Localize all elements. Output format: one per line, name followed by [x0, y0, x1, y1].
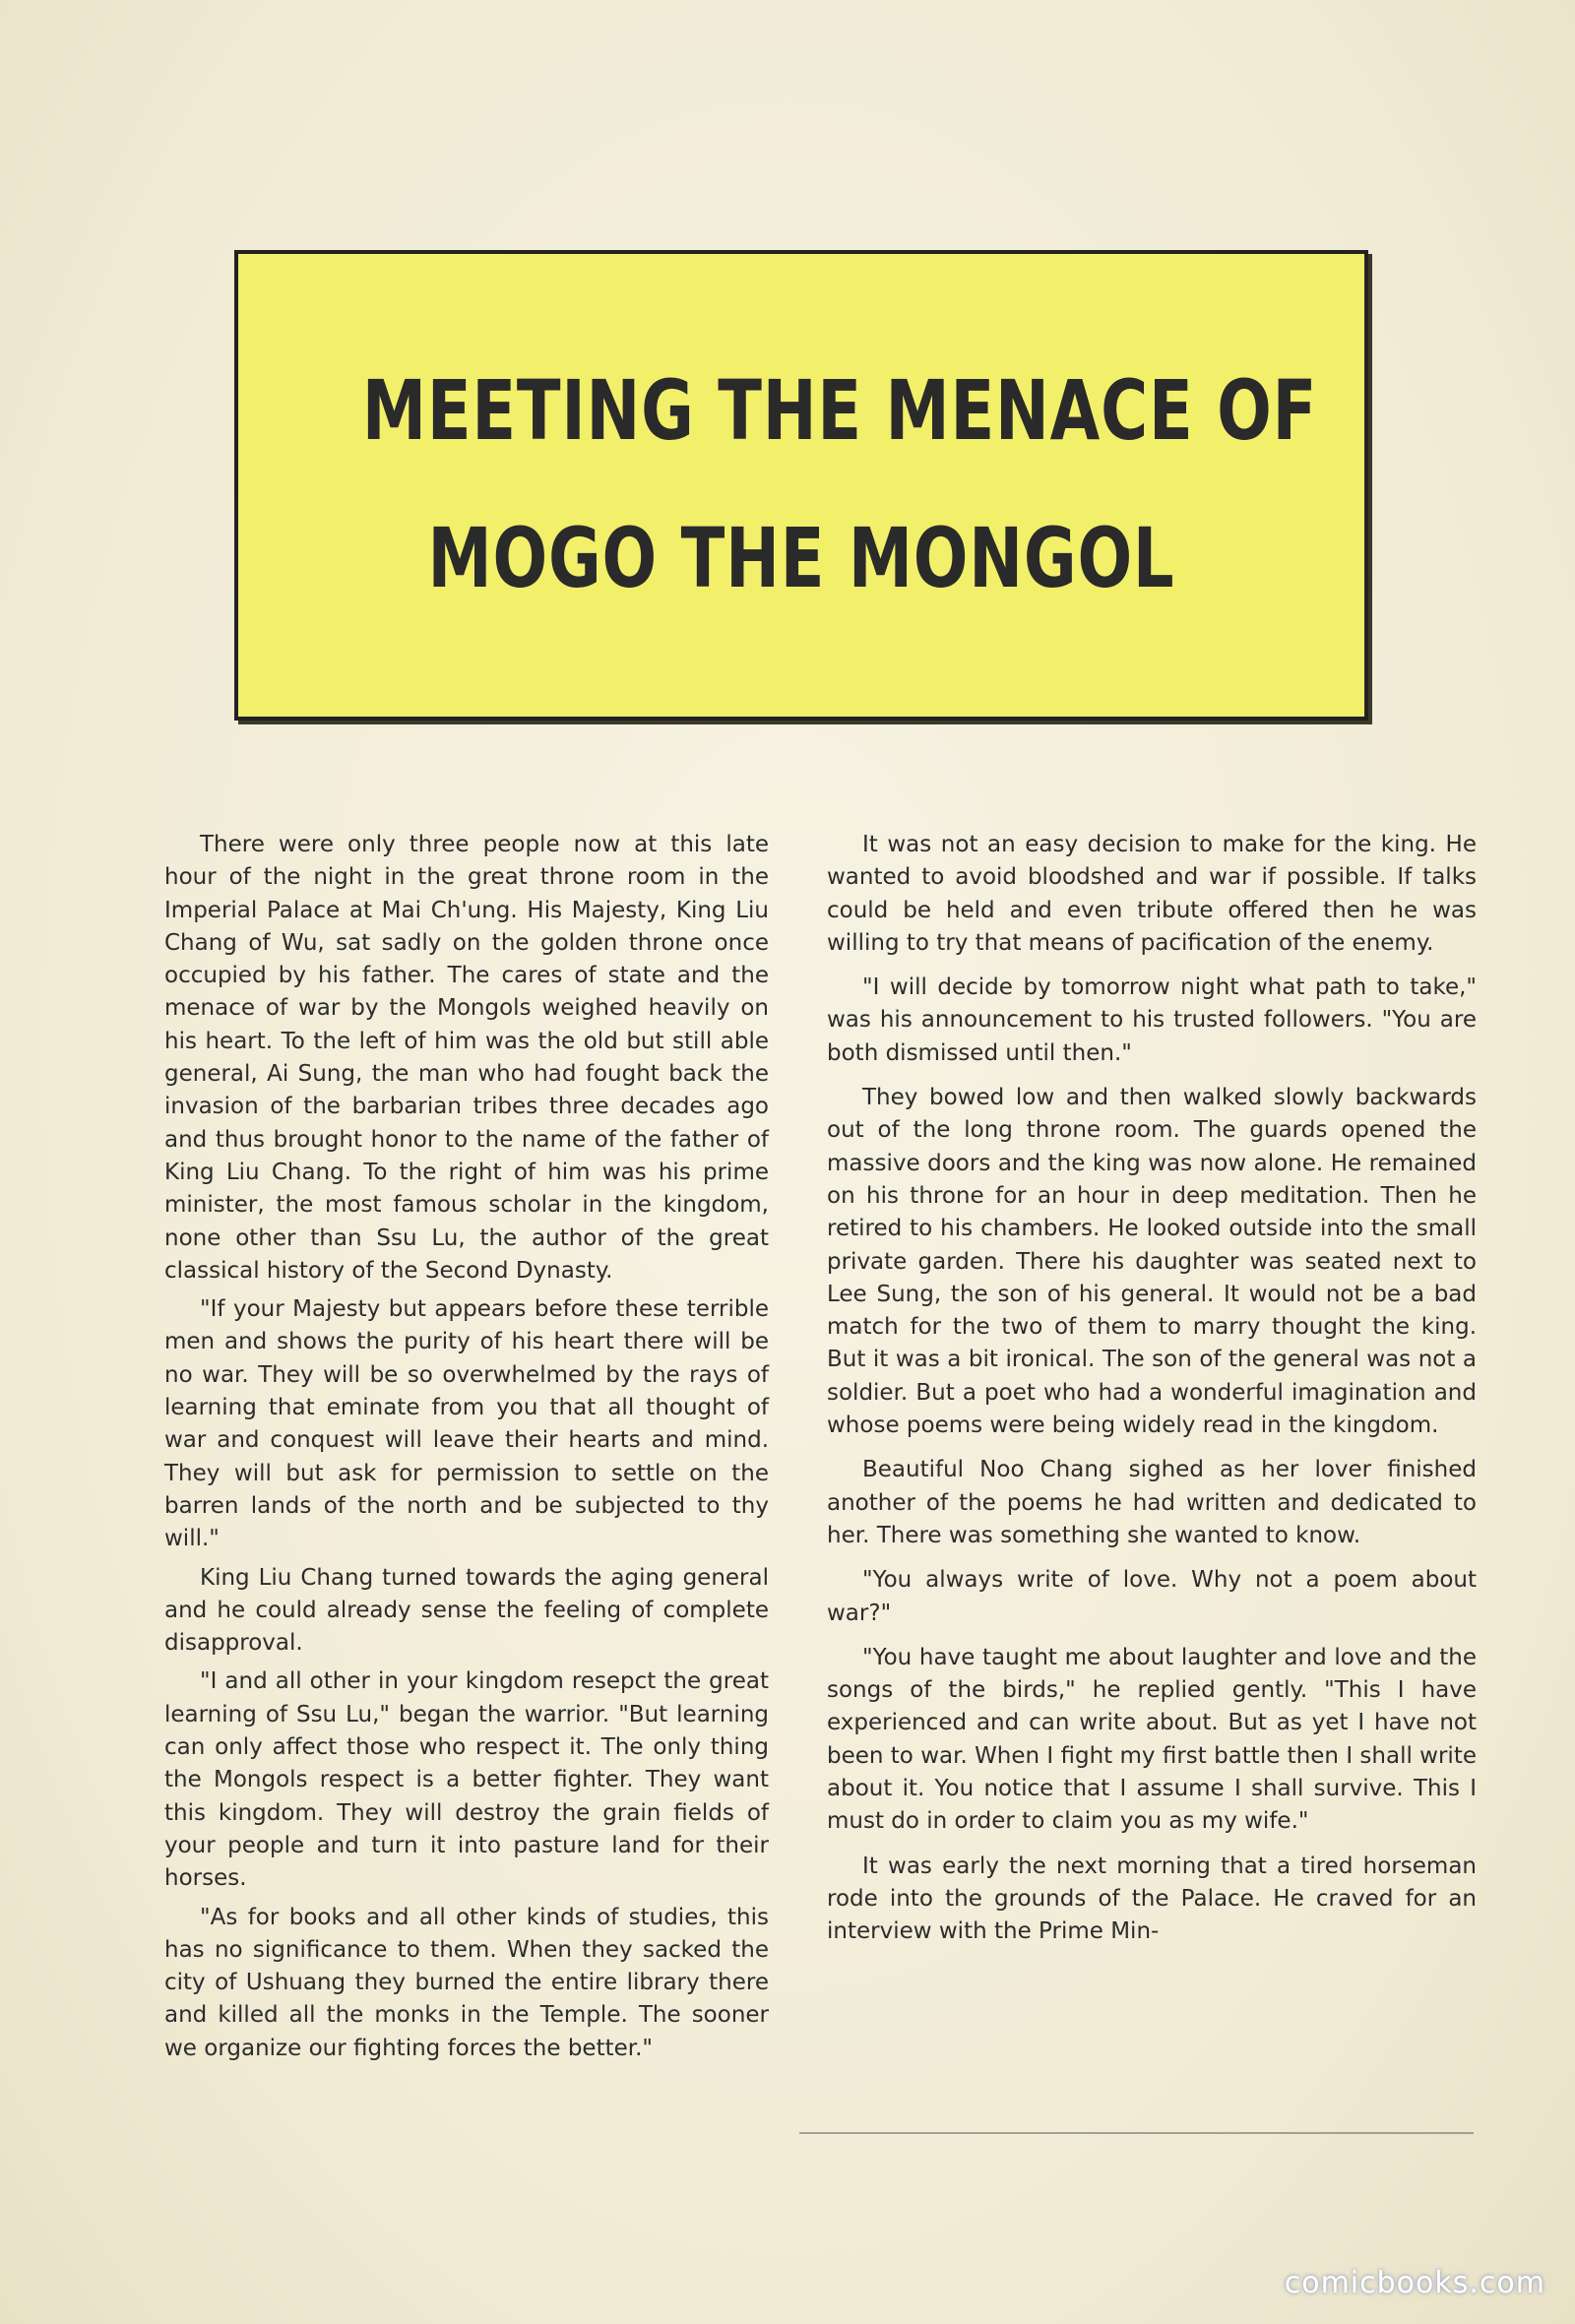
paragraph: It was not an easy decision to make for the king. He wanted to avoid bloodshed and war if possible. If talks could be held and even tribute offered then he was willing to try that means of pacification of the enemy. — [827, 832, 1477, 956]
title-line-2: MOGO THE MONGOL — [427, 510, 1175, 606]
paragraph: "If your Majesty but appears before these terrible men and shows the purity of his heart there will be no war. They will be so overwhelmed by the rays of learning that eminate from you that all thought of war and conquest will leave their hearts and mind. They will but ask for permission to settle on the barren lands of the north and be subjected to thy will." — [164, 1296, 769, 1552]
paragraph: King Liu Chang turned towards the aging general and he could already sense the feeling of complete disapproval. — [164, 1564, 769, 1657]
right-column — [827, 829, 1477, 1949]
paragraph: There were only three people now at this late hour of the night in the great throne room in the Imperial Palace at Mai Ch'ung. His Majesty, King Liu Chang of Wu, sat sadly on the golden throne once occupied by his father. The cares of state and the menace of war by the Mongols weighed heavily on his heart. To the left of him was the old but still able general, Ai Sung, the man who had fought back the invasion of the barbarian tribes three decades ago and thus brought honor to the name of the father of King Liu Chang. To the right of him was his prime minister, the most famous scholar in the kingdom, none other than Ssu Lu, the author of the great classical history of the Second Dynasty. — [164, 832, 769, 1284]
title-box — [234, 250, 1368, 721]
column-end-rule — [799, 2132, 1474, 2134]
paragraph: "As for books and all other kinds of studies, this has no significance to them. When they sacked the city of Ushuang they burned the entire library there and killed all the monks in the Temple. The sooner we organize our fighting forces the better." — [164, 1904, 769, 2061]
paragraph: "You always write of love. Why not a poem about war?" — [827, 1567, 1477, 1626]
left-column — [164, 829, 769, 2065]
paragraph: Beautiful Noo Chang sighed as her lover finished another of the poems he had written and dedicated to her. There was something she wanted to know. — [827, 1457, 1477, 1548]
paragraph: It was early the next morning that a tired horseman rode into the grounds of the Palace. He craved for an interview with the Prime Min- — [827, 1853, 1477, 1945]
watermark: comicbooks.com — [1284, 2266, 1545, 2300]
paragraph: "I will decide by tomorrow night what path to take," was his announcement to his trusted followers. "You are both dismissed until then." — [827, 974, 1477, 1066]
paragraph: "You have taught me about laughter and love and the songs of the birds," he replied gently. "This I have experienced and can write about. But as yet I have not been to war. When I fight my first battle then I shall write about it. You notice that I assume I shall survive. This I must do in order to claim you as my wife." — [827, 1644, 1477, 1835]
paragraph: "I and all other in your kingdom resepct the great learning of Ssu Lu," began the warrior. "But learning can only affect those who respect it. The only thing the Mongols respect is a better fighter. They want this kingdom. They will destroy the grain fields of your people and turn it into pasture land for their horses. — [164, 1668, 769, 1892]
paragraph: They bowed low and then walked slowly backwards out of the long throne room. The guards opened the massive doors and the king was now alone. He remained on his throne for an hour in deep meditation. Then he retired to his chambers. He looked outside into the small private garden. There his daughter was seated next to Lee Sung, the son of his general. It would not be a bad match for the two of them to marry thought the king. But it was a bit ironical. The son of the general was not a soldier. But a poet who had a wonderful imagination and whose poems were being widely read in the kingdom. — [827, 1085, 1477, 1439]
title-line-1: MEETING THE MENACE OF — [361, 362, 1318, 459]
